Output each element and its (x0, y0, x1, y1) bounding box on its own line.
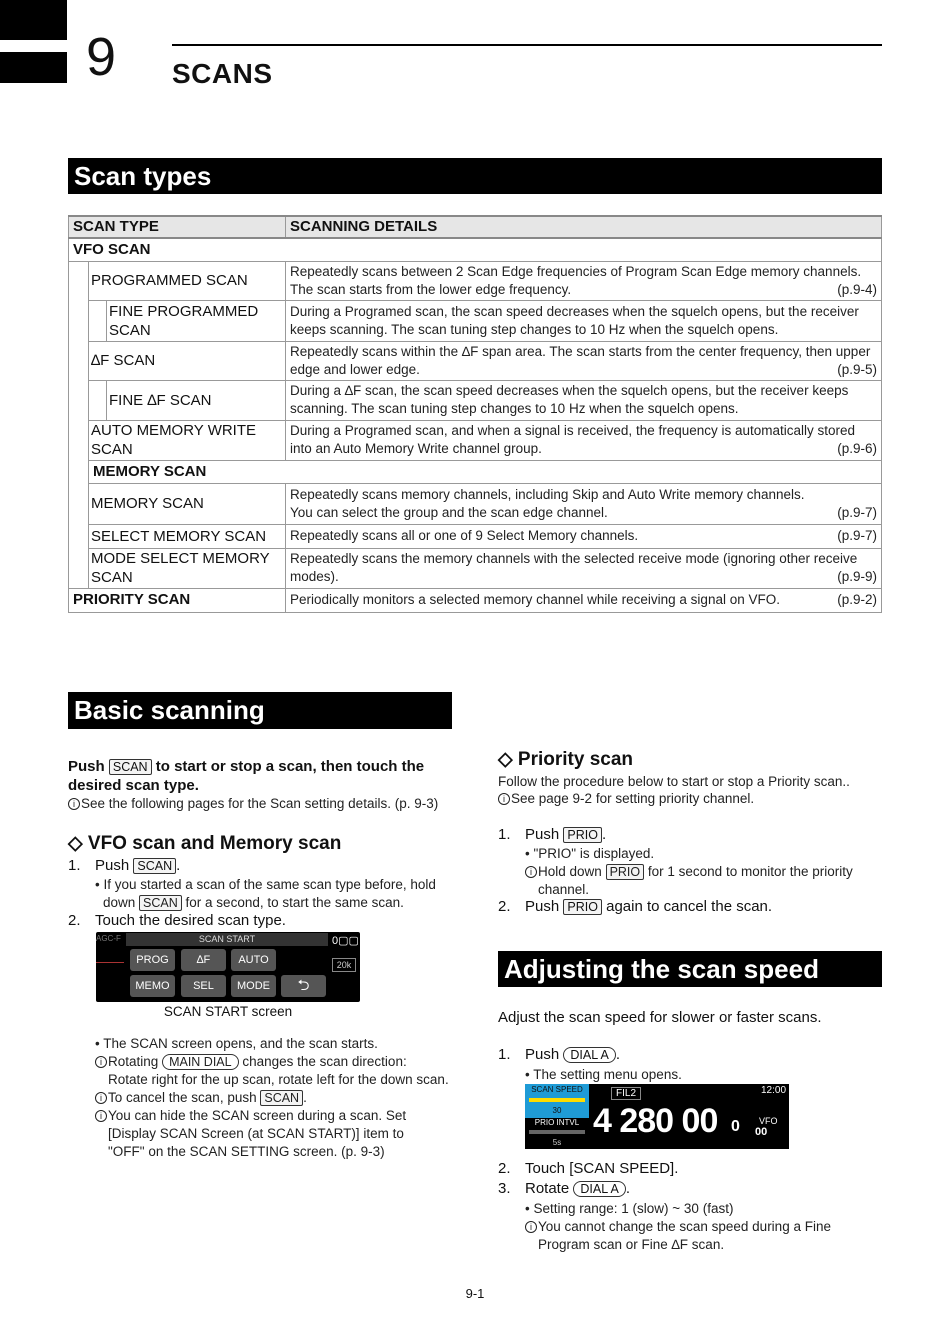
screen-caption: SCAN START screen (163, 1004, 293, 1019)
table-row: FINE PROGRAMMED SCAN During a Programed scan, the scan speed decreases when the squelch opens, but the receiver keeps scanning. The scan tuning step changes to 10 Hz when the squelch opens. (69, 300, 882, 341)
mode-button[interactable]: MODE (231, 975, 276, 997)
table-row: SELECT MEMORY SCAN Repeatedly scans all or one of 9 Select Memory channels. (p.9-7) (69, 524, 882, 548)
chapter-number: 9 (86, 27, 117, 87)
table-row: MEMORY SCAN Repeatedly scans memory channels, including Skip and Auto Write memory channels. You can select the group and the scan edge channel. (p.9-7) (69, 483, 882, 524)
table-row: ∆F SCAN Repeatedly scans within the ∆F span area. The scan starts from the center frequency, then upper edge and lower edge. (p.9-5) (69, 341, 882, 380)
info-icon: i (95, 1056, 107, 1068)
prio-key: PRIO (606, 864, 645, 880)
speed-step-2: 2. Touch [SCAN SPEED]. (498, 1160, 679, 1177)
prio-key: PRIO (563, 827, 602, 843)
screen-title: SCAN START (126, 933, 328, 946)
priority-line-1: Follow the procedure below to start or stop a Priority scan.. (498, 774, 850, 789)
vfo-memory-scan-heading: ◇ VFO scan and Memory scan (68, 833, 342, 854)
table-row: MODE SELECT MEMORY SCAN Repeatedly scans the memory channels with the selected receive mode (ignoring other receive modes). (p.9-9) (69, 548, 882, 588)
speed-intro: Adjust the scan speed for slower or faster scans. (498, 1009, 822, 1026)
sel-button[interactable]: SEL (181, 975, 226, 997)
header-scanning-details: SCANNING DETAILS (286, 216, 882, 238)
priority-scan-heading: ◇ Priority scan (498, 749, 633, 770)
main-dial-key: MAIN DIAL (162, 1054, 239, 1070)
chapter-title: SCANS (172, 58, 273, 89)
chapter-rule (172, 44, 882, 46)
memo-button[interactable]: MEMO (130, 975, 175, 997)
prog-button[interactable]: PROG (130, 949, 175, 971)
table-row: AUTO MEMORY WRITE SCAN During a Programed scan, and when a signal is received, the frequency is automatically stored into an Auto Memory Write channel group. (p.9-6) (69, 420, 882, 460)
scan-types-table (68, 215, 882, 613)
basic-step-1: 1. Push SCAN . (68, 857, 181, 874)
table-row: PRIORITY SCAN Periodically monitors a selected memory channel while receiving a signal on VFO. (p.9-2) (69, 588, 882, 612)
speed-step-1: 1. Push DIAL A . (498, 1046, 620, 1063)
info-icon: i (525, 866, 537, 878)
scan-speed-item[interactable]: SCAN SPEED (531, 1085, 583, 1094)
table-row: PROGRAMMED SCAN Repeatedly scans between 2 Scan Edge frequencies of Program Scan Edge memory channels. The scan starts from the lower edge frequency. (p.9-4) (69, 261, 882, 300)
priority-step-2: 2. Push PRIO again to cancel the scan. (498, 898, 773, 915)
back-icon[interactable]: ⮌ (281, 975, 326, 997)
section-heading-basic-scanning: Basic scanning (68, 692, 452, 729)
speed-step-1-bullet: • The setting menu opens. (525, 1067, 682, 1082)
frequency-display: 4 280 00 (593, 1102, 718, 1140)
delta-f-button[interactable]: ∆F (181, 949, 226, 971)
scan-speed-screen: SCAN SPEED 30 PRIO INTVL 5s FIL2 12:00 4 280 00 0 VFO 00 (525, 1084, 789, 1149)
info-icon: i (68, 798, 80, 810)
table-row: MEMORY SCAN (69, 460, 882, 483)
section-heading-scan-types: Scan types (68, 158, 882, 194)
page-number: 9-1 (465, 1286, 485, 1301)
scan-key: SCAN (109, 759, 152, 775)
scan-key: SCAN (260, 1090, 303, 1106)
basic-see-note: i See the following pages for the Scan setting details. (p. 9-3) (68, 795, 438, 813)
section-heading-scan-speed: Adjusting the scan speed (498, 951, 882, 987)
basic-step-1-bullet: • If you started a scan of the same scan type before, hold down SCAN for a second, to start the same scan. (95, 877, 436, 910)
priority-step-1: 1. Push PRIO . (498, 826, 607, 843)
auto-button[interactable]: AUTO (231, 949, 276, 971)
basic-notes: • The SCAN screen opens, and the scan starts. i Rotating MAIN DIAL changes the scan direction: Rotate right for the up scan, rotate left for the down scan. i To cancel the scan, push SCAN . i You can hide the SCAN screen during a scan. Set [Display SCAN Screen (at SCAN START)] item to "OFF" on the SCAN SETTING screen. (p. 9-3) (95, 1036, 449, 1159)
dial-a-key: DIAL A (573, 1181, 625, 1197)
basic-step-2: 2. Touch the desired scan type. (68, 912, 286, 929)
chapter-tab-top (0, 0, 67, 40)
dial-a-key: DIAL A (563, 1047, 615, 1063)
priority-line-2: i See page 9-2 for setting priority channel. (498, 790, 754, 808)
prio-key: PRIO (563, 899, 602, 915)
scan-start-screen: AGC-F SCAN START 0▢▢ 20k PROG ∆F AUTO MEMO SEL MODE ⮌ (96, 932, 360, 1002)
basic-intro: Push SCAN to start or stop a scan, then touch the desired scan type. (68, 758, 425, 794)
chapter-tab-bottom (0, 52, 67, 83)
info-icon: i (95, 1092, 107, 1104)
speed-step-3: 3. Rotate DIAL A . (498, 1180, 630, 1197)
priority-step-1-notes: • "PRIO" is displayed. i Hold down PRIO for 1 second to monitor the priority channel. (525, 846, 853, 897)
speed-step-3-notes: • Setting range: 1 (slow) ~ 30 (fast) i You cannot change the scan speed during a Fine Program scan or Fine ∆F scan. (525, 1201, 831, 1252)
info-icon: i (95, 1110, 107, 1122)
table-row: VFO SCAN (69, 238, 882, 261)
header-scan-type: SCAN TYPE (69, 216, 286, 238)
info-icon: i (498, 793, 510, 805)
info-icon: i (525, 1221, 537, 1233)
table-header-row (69, 216, 882, 238)
table-row: FINE ∆F SCAN During a ∆F scan, the scan speed decreases when the squelch opens, but the receiver keeps scanning. The scan tuning step changes to 10 Hz when the squelch opens. (69, 380, 882, 420)
prio-intvl-item[interactable]: PRIO INTVL (534, 1118, 580, 1127)
scan-key: SCAN (133, 858, 176, 874)
scan-key: SCAN (139, 895, 182, 911)
